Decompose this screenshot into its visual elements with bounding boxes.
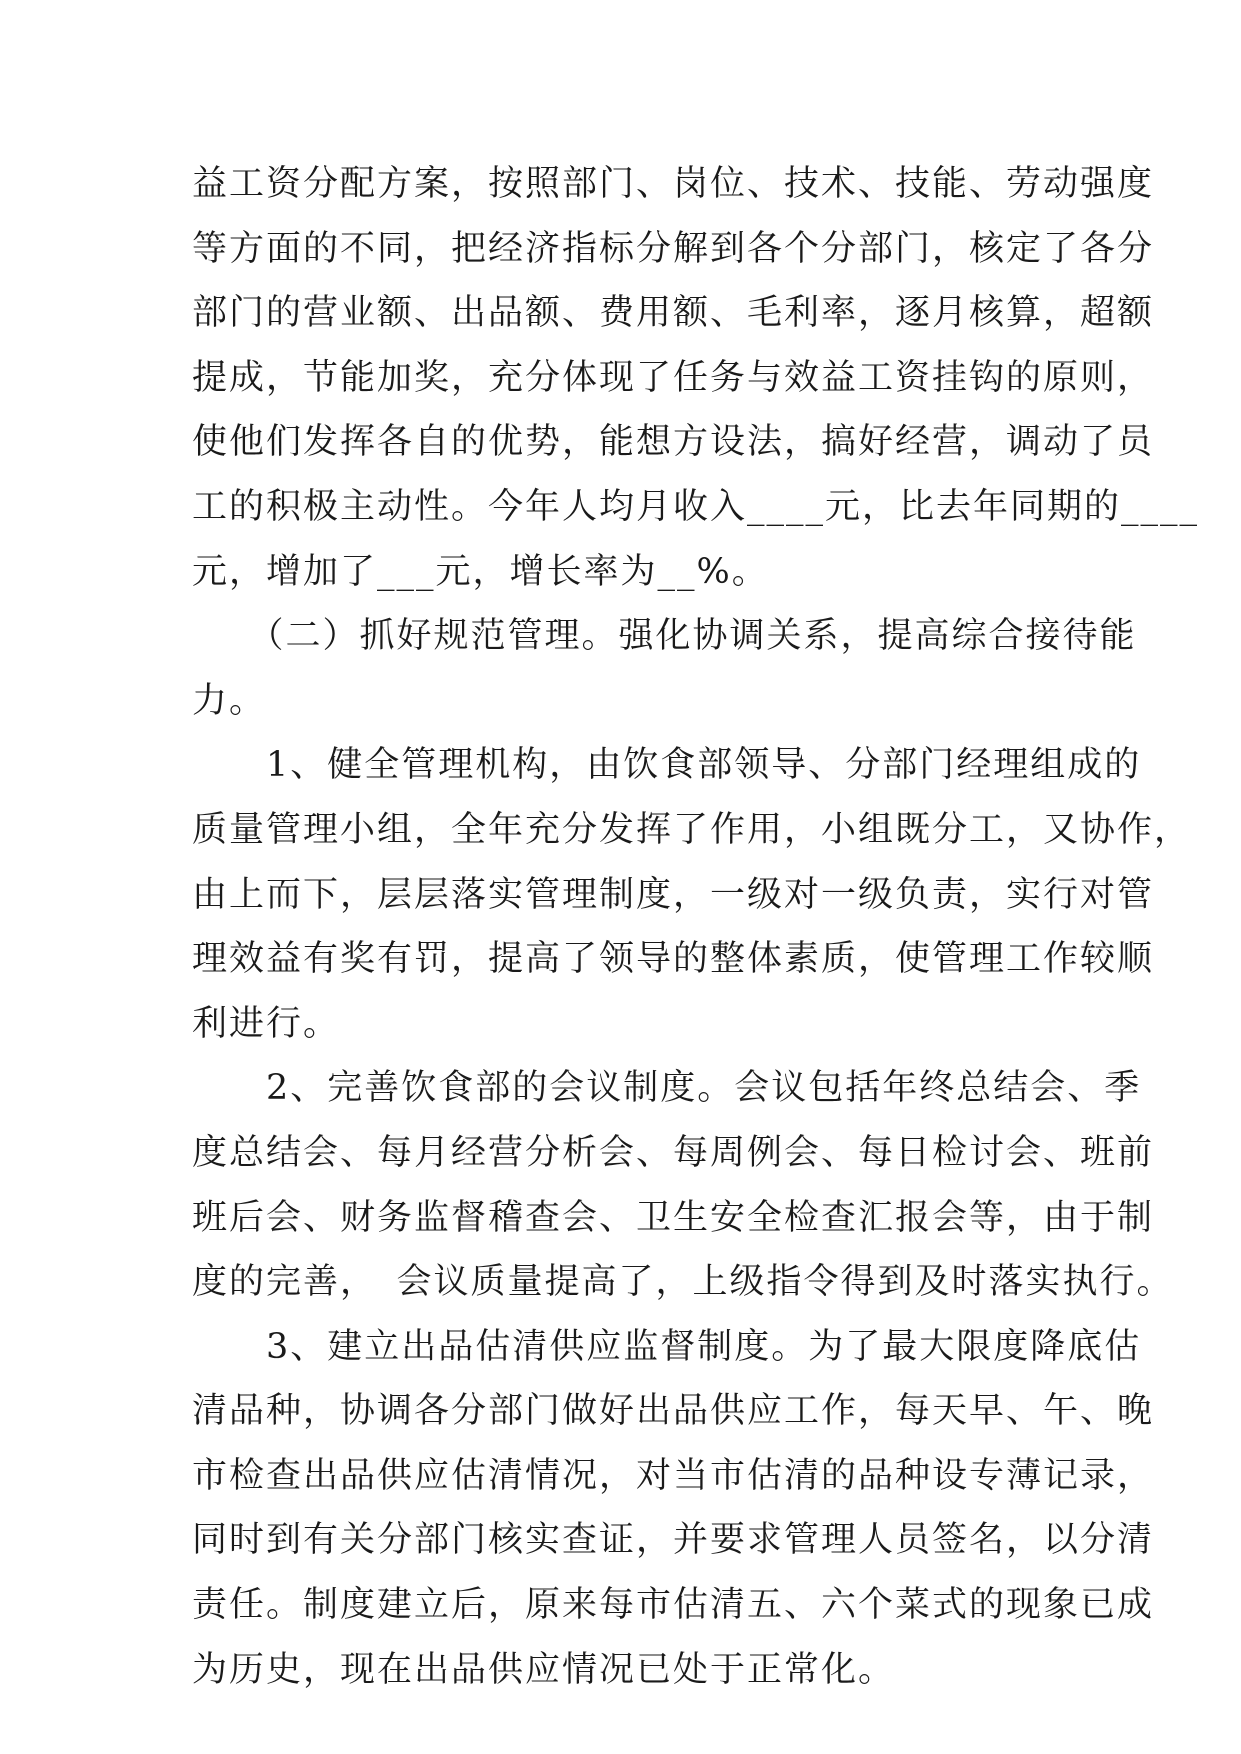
text-line: 益工资分配方案，按照部门、岗位、技术、技能、劳动强度 [192, 164, 1155, 204]
text-line: 3、建立出品估清供应监督制度。为了最大限度降底估 [192, 1326, 1142, 1367]
text-line: 市检查出品供应估清情况，对当市估清的品种设专薄记录， [192, 1455, 1155, 1496]
text-line: 度的完善， 会议质量提高了，上级指令得到及时落实执行。 [192, 1262, 1174, 1303]
document-body [192, 152, 1200, 1702]
text-line: 部门的营业额、出品额、费用额、毛利率，逐月核算，超额 [192, 293, 1155, 334]
section-heading-line: 力。 [192, 680, 267, 721]
text-line: 1、健全管理机构，由饮食部领导、分部门经理组成的 [192, 745, 1142, 786]
text-line: 2、完善饮食部的会议制度。会议包括年终总结会、季 [192, 1068, 1142, 1109]
text-line: 质量管理小组，全年充分发挥了作用，小组既分工，又协作， [192, 809, 1192, 850]
text-line: 班后会、财务监督稽查会、卫生安全检查汇报会等，由于制 [192, 1197, 1155, 1238]
section-heading-line: （二）抓好规范管理。强化协调关系，提高综合接待能 [192, 616, 1137, 657]
text-line: 清品种，协调各分部门做好出品供应工作，每天早、午、晚 [192, 1391, 1155, 1432]
text-line: 责任。制度建立后，原来每市估清五、六个菜式的现象已成 [192, 1585, 1155, 1626]
text-line: 等方面的不同，把经济指标分解到各个分部门，核定了各分 [192, 228, 1155, 269]
text-line: 利进行。 [192, 1003, 341, 1044]
text-line: 度总结会、每月经营分析会、每周例会、每日检讨会、班前 [192, 1132, 1155, 1173]
text-line: 使他们发挥各自的优势，能想方设法，搞好经营，调动了员 [192, 422, 1155, 463]
text-line: 理效益有奖有罚，提高了领导的整体素质，使管理工作较顺 [192, 939, 1155, 980]
text-line: 元，增加了___元，增长率为__%。 [192, 551, 769, 592]
text-line: 为历史，现在出品供应情况已处于正常化。 [192, 1649, 896, 1690]
text-line: 提成，节能加奖，充分体现了任务与效益工资挂钩的原则， [192, 357, 1155, 398]
text-line: 工的积极主动性。今年人均月收入____元，比去年同期的____ [192, 486, 1200, 527]
text-line: 由上而下，层层落实管理制度，一级对一级负责，实行对管 [192, 874, 1155, 915]
text-line: 同时到有关分部门核实查证，并要求管理人员签名，以分清 [192, 1520, 1155, 1561]
